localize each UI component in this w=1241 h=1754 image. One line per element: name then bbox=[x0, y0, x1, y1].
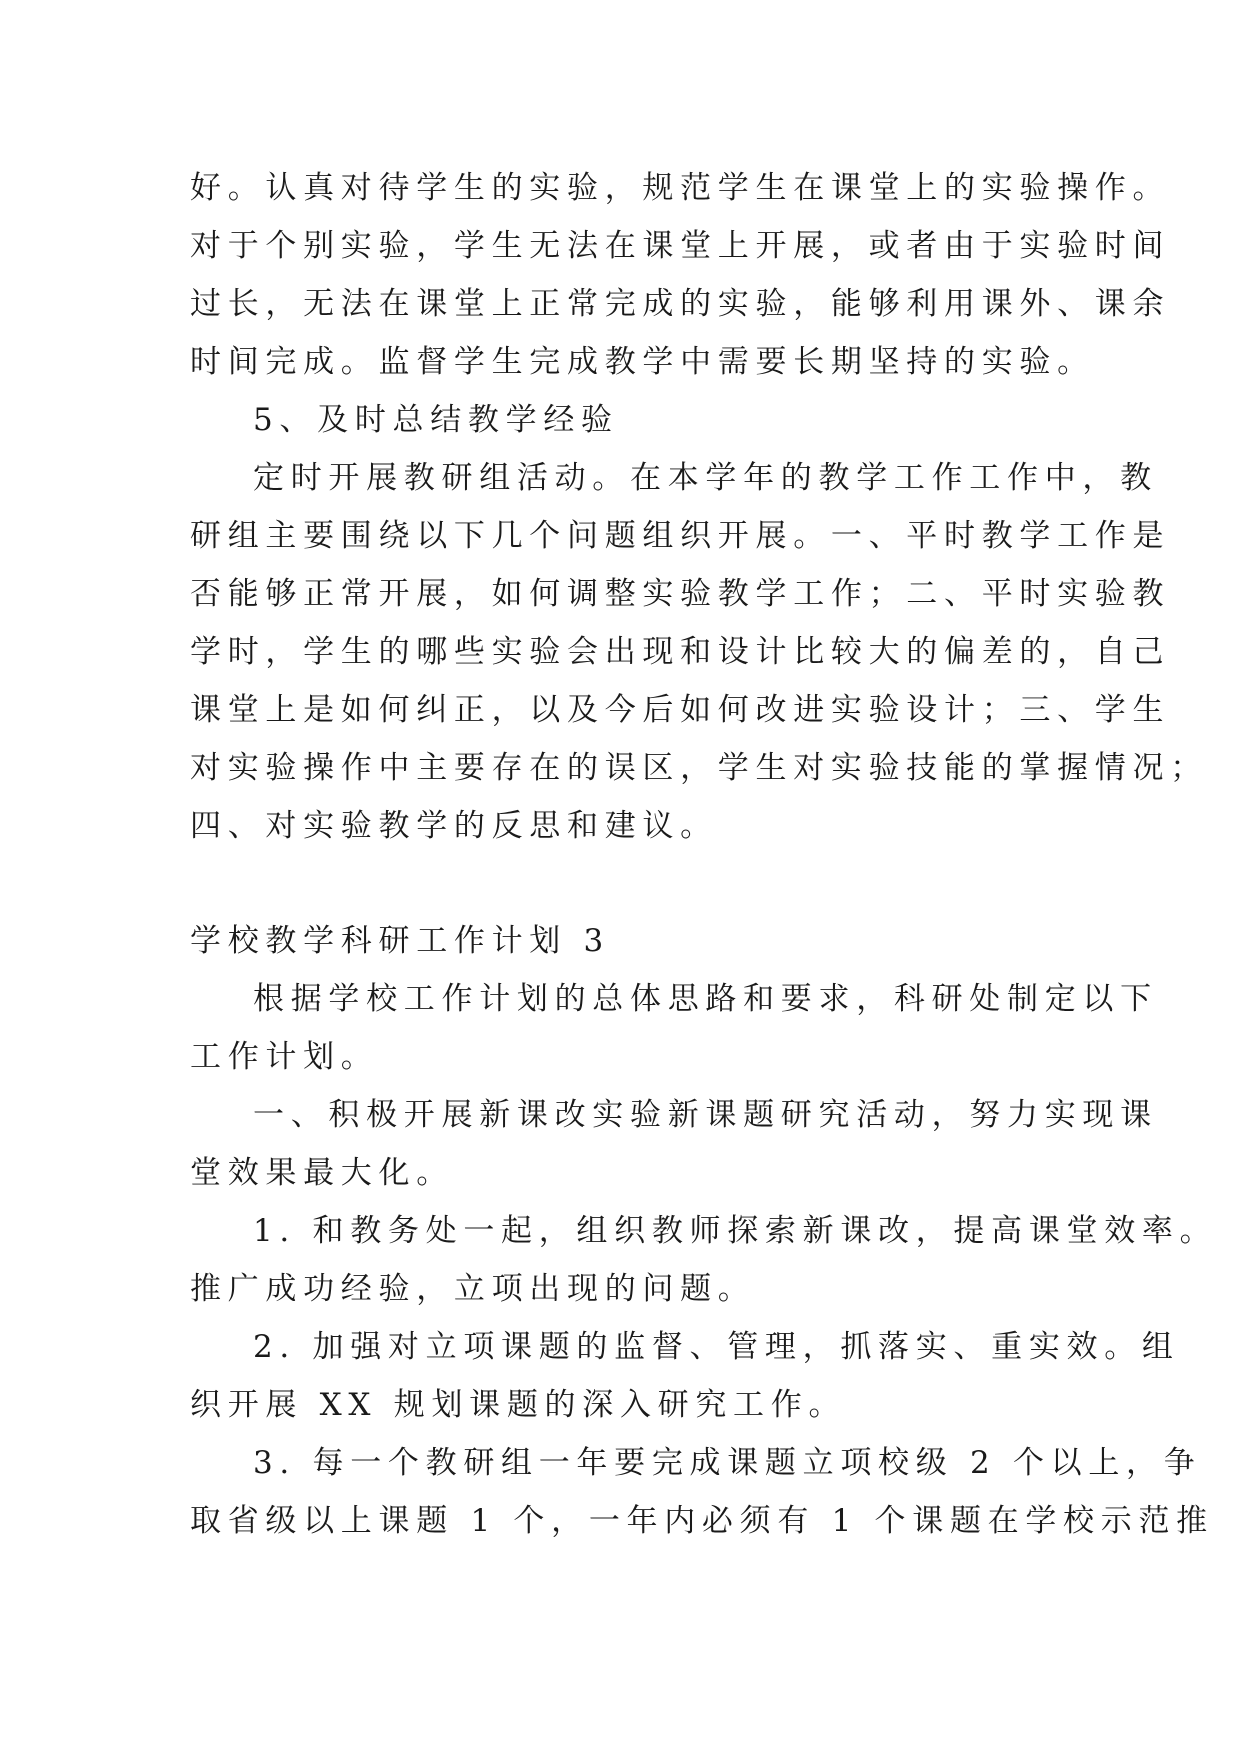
paragraph-line: 好。认真对待学生的实验，规范学生在课堂上的实验操作。 bbox=[190, 170, 1171, 206]
paragraph-line: 对实验操作中主要存在的误区，学生对实验技能的掌握情况； bbox=[190, 750, 1208, 786]
paragraph-line: 根据学校工作计划的总体思路和要求，科研处制定以下 bbox=[253, 981, 1158, 1017]
list-item-line: 1. 和教务处一起，组织教师探索新课改，提高课堂效率。 bbox=[253, 1213, 1218, 1249]
paragraph-line: 否能够正常开展，如何调整实验教学工作；二、平时实验教 bbox=[190, 576, 1171, 612]
paragraph-line: 对于个别实验，学生无法在课堂上开展，或者由于实验时间 bbox=[190, 228, 1171, 264]
paragraph-line: 工作计划。 bbox=[190, 1039, 379, 1075]
list-item-line: 推广成功经验，立项出现的问题。 bbox=[190, 1271, 756, 1307]
paragraph-line: 四、对实验教学的反思和建议。 bbox=[190, 808, 718, 844]
paragraph-line: 时间完成。监督学生完成教学中需要长期坚持的实验。 bbox=[190, 344, 1095, 380]
document-title: 学校教学科研工作计划 3 bbox=[190, 923, 610, 959]
paragraph-line: 学时，学生的哪些实验会出现和设计比较大的偏差的，自己 bbox=[190, 634, 1171, 670]
list-item-line: 织开展 XX 规划课题的深入研究工作。 bbox=[190, 1387, 847, 1423]
paragraph-line: 一、积极开展新课改实验新课题研究活动，努力实现课 bbox=[253, 1097, 1158, 1133]
paragraph-line: 堂效果最大化。 bbox=[190, 1155, 454, 1191]
paragraph-line: 定时开展教研组活动。在本学年的教学工作工作中，教 bbox=[253, 460, 1158, 496]
list-item-line: 2. 加强对立项课题的监督、管理，抓落实、重实效。组 bbox=[253, 1329, 1180, 1365]
section-heading: 5、及时总结教学经验 bbox=[253, 402, 619, 438]
list-item-line: 取省级以上课题 1 个，一年内必须有 1 个课题在学校示范推 bbox=[190, 1503, 1214, 1539]
list-item-line: 3. 每一个教研组一年要完成课题立项校级 2 个以上，争 bbox=[253, 1445, 1202, 1481]
paragraph-line: 课堂上是如何纠正，以及今后如何改进实验设计；三、学生 bbox=[190, 692, 1171, 728]
paragraph-line: 过长，无法在课堂上正常完成的实验，能够利用课外、课余 bbox=[190, 286, 1171, 322]
paragraph-line: 研组主要围绕以下几个问题组织开展。一、平时教学工作是 bbox=[190, 518, 1171, 554]
